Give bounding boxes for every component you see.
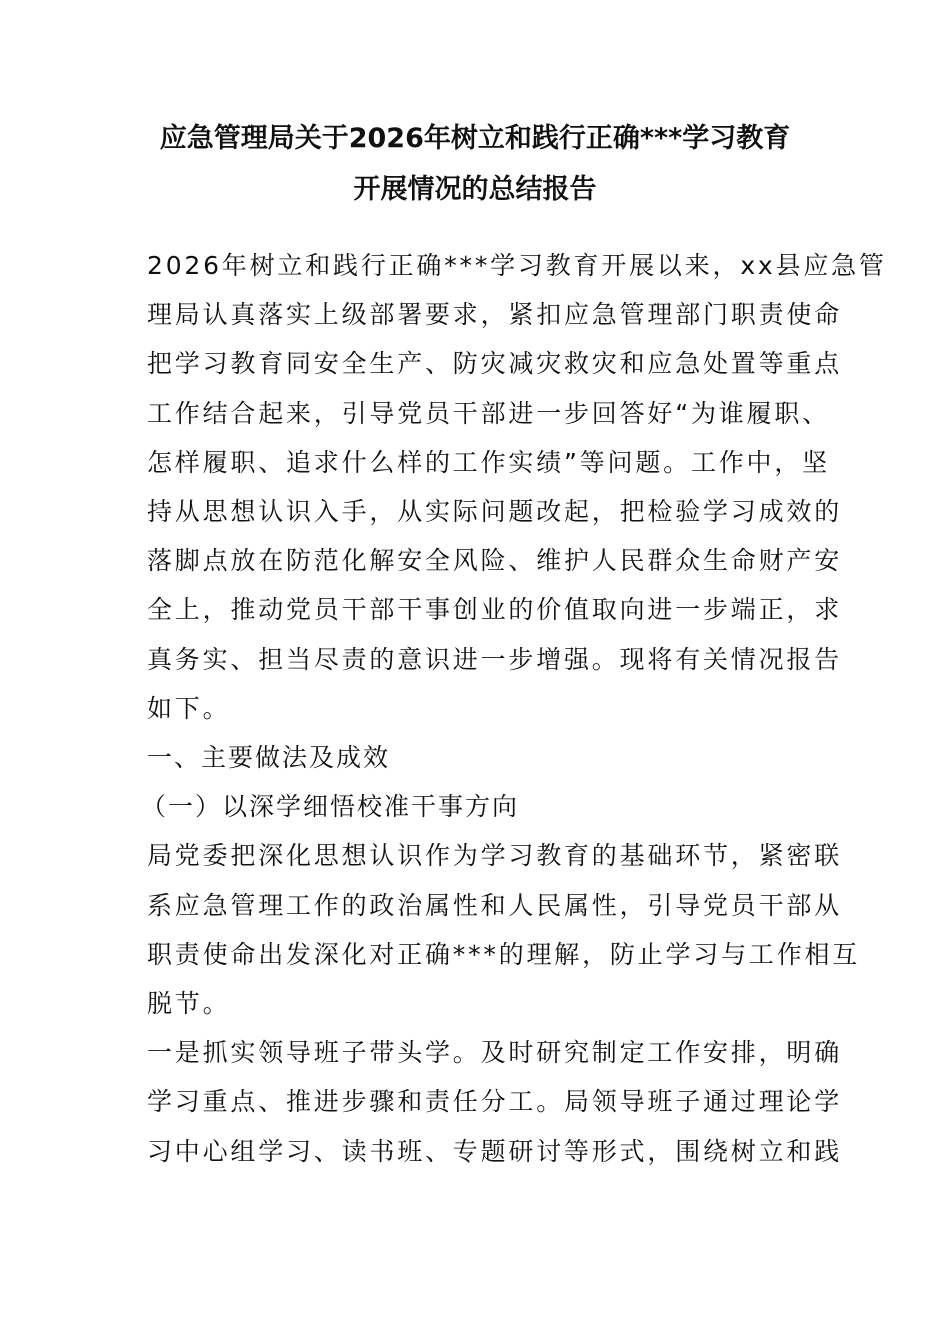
body-line: 落脚点放在防范化解安全风险、维护人民群众生命财产安 [147, 546, 843, 576]
subsection-heading: （一）以深学细悟校准干事方向 [141, 792, 520, 822]
body-line: 持从思想认识入手，从实际问题改起，把检验学习成效的 [147, 497, 843, 527]
body-line: 系应急管理工作的政治属性和人民属性，引导党员干部从 [147, 890, 843, 920]
body-line: 脱节。 [147, 989, 231, 1019]
body-line: 工作结合起来，引导党员干部进一步回答好“为谁履职、 [147, 398, 830, 428]
body-line: 如下。 [147, 693, 231, 723]
document-body [141, 241, 887, 1176]
body-line: 2026年树立和践行正确***学习教育开展以来，xx县应急管 [147, 251, 887, 280]
document-title-line-2: 开展情况的总结报告 [353, 174, 597, 205]
body-line: 一是抓实领导班子带头学。及时研究制定工作安排，明确 [147, 1038, 843, 1068]
body-line: 学习重点、推进步骤和责任分工。局领导班子通过理论学 [147, 1087, 843, 1117]
body-line: 真务实、担当尽责的意识进一步增强。现将有关情况报告 [147, 644, 843, 674]
body-line: 理局认真落实上级部署要求，紧扣应急管理部门职责使命 [147, 300, 843, 330]
document-title-line-1: 应急管理局关于2026年树立和践行正确***学习教育 [159, 123, 791, 154]
body-line: 把学习教育同安全生产、防灾减灾救灾和应急处置等重点 [147, 349, 843, 379]
body-line: 全上，推动党员干部干事创业的价值取向进一步端正，求 [147, 595, 843, 625]
body-line: 局党委把深化思想认识作为学习教育的基础环节，紧密联 [147, 841, 843, 871]
body-line: 习中心组学习、读书班、专题研讨等形式，围绕树立和践 [147, 1136, 843, 1166]
section-heading: 一、主要做法及成效 [147, 743, 391, 773]
body-line: 职责使命出发深化对正确***的理解，防止学习与工作相互 [147, 939, 861, 969]
body-line: 怎样履职、追求什么样的工作实绩”等问题。工作中，坚 [147, 447, 830, 477]
